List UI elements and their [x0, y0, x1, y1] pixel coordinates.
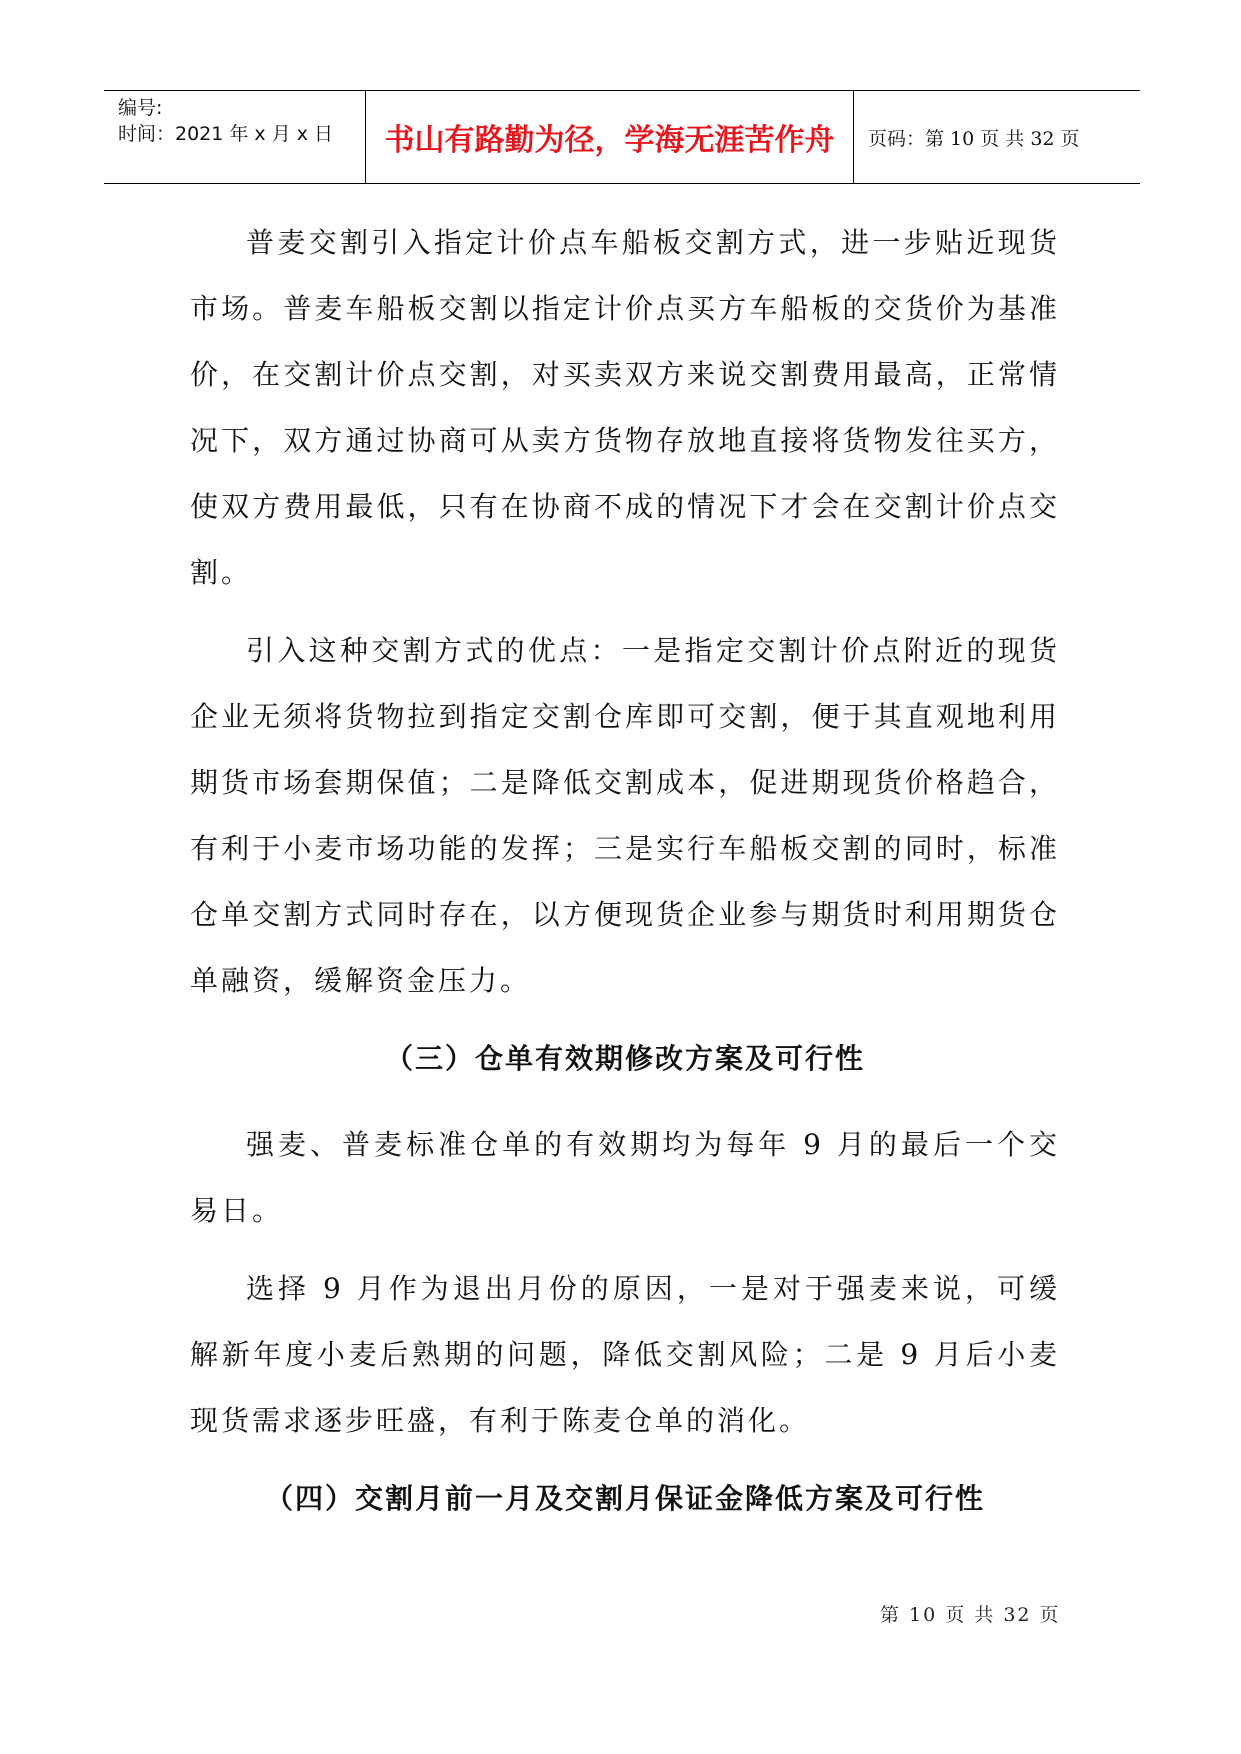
document-number-label: 编号:	[118, 97, 163, 119]
header-motto: 书山有路勤为径，学海无涯苦作舟	[384, 123, 835, 158]
document-header	[104, 90, 1140, 184]
paragraph-advantages: 引入这种交割方式的优点：一是指定交割计价点附近的现货企业无须将货物拉到指定交割仓库即可交割，便于其直观地利用期货市场套期保值；二是降低交割成本，促进期现货价格趋合，有利于小麦市场功能的发挥；三是实行车船板交割的同时，标准仓单交割方式同时存在，以方便现货企业参与期货时利用期货仓单融资，缓解资金压力。	[190, 634, 1060, 997]
header-meta	[104, 91, 366, 183]
section-heading-4: （四）交割月前一月及交割月保证金降低方案及可行性	[264, 1482, 985, 1515]
page-footer: 第 10 页 共 32 页	[880, 1604, 1061, 1626]
section-heading-3: （三）仓单有效期修改方案及可行性	[384, 1042, 865, 1075]
header-motto-cell	[366, 91, 854, 183]
paragraph-september-reason: 选择 9 月作为退出月份的原因，一是对于强麦来说，可缓解新年度小麦后熟期的问题，降低交割风险；二是 9 月后小麦现货需求逐步旺盛，有利于陈麦仓单的消化。	[190, 1272, 1060, 1437]
document-time-label: 时间：2021 年 x 月 x 日	[118, 123, 334, 145]
paragraph-delivery-method: 普麦交割引入指定计价点车船板交割方式，进一步贴近现货市场。普麦车船板交割以指定计价点买方车船板的交货价为基准价，在交割计价点交割，对买卖双方来说交割费用最高，正常情况下，双方通过协商可从卖方货物存放地直接将货物发往买方，使双方费用最低，只有在协商不成的情况下才会在交割计价点交割。	[190, 226, 1060, 589]
paragraph-validity: 强麦、普麦标准仓单的有效期均为每年 9 月的最后一个交易日。	[190, 1128, 1060, 1227]
header-page-code: 页码：第 10 页 共 32 页	[868, 127, 1080, 150]
document-body	[190, 210, 1060, 1552]
